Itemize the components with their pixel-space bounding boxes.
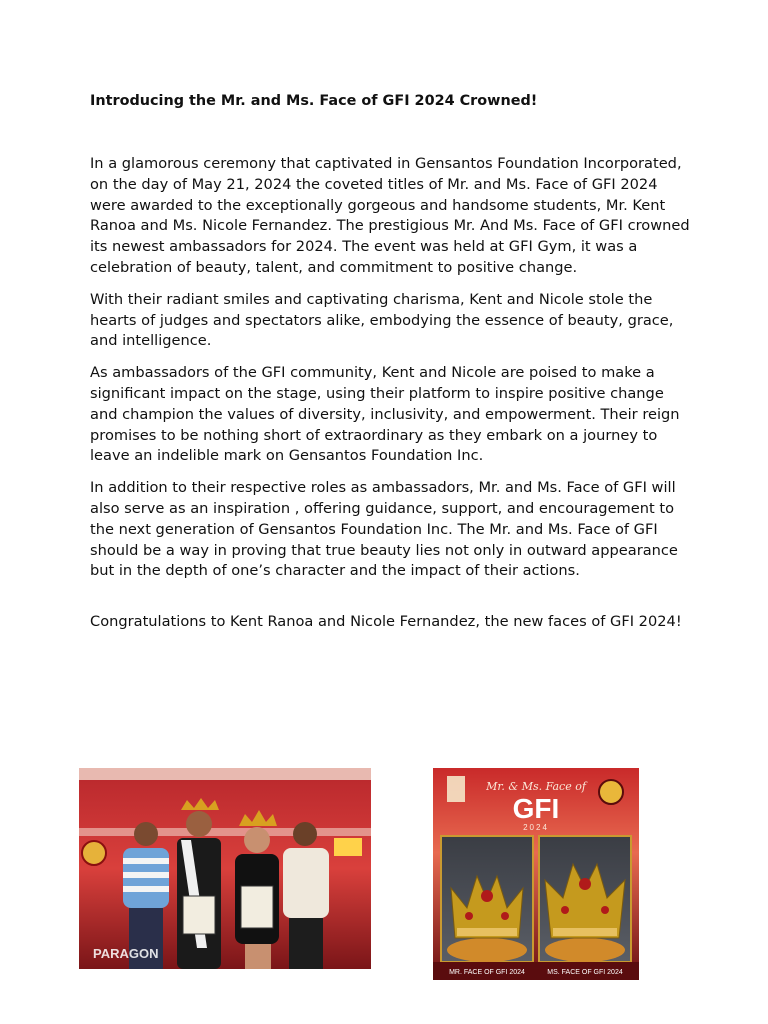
- gfi-logo-icon: [447, 776, 465, 802]
- ceremony-photo: [79, 768, 371, 969]
- paragraph-charisma: With their radiant smiles and captivating charisma, Kent and Nicole stole the hearts of judges and spectators alike, embodying the essence of beauty, grace, and intelligence.: [90, 290, 674, 350]
- seal-icon: [599, 780, 623, 804]
- paragraph-intro: In a glamorous ceremony that captivated in Gensantos Foundation Incorporated, on the day of May 21, 2024 the coveted titles of Mr. and Ms. Face of GFI 2024 were awarded to the exceptionally gorgeous and handsome students, Mr. Kent Ranoa and Ms. Nicole Fernandez. The prestigious Mr. And Ms. Face of GFI crowned its newest ambassadors for 2024. The event was held at GFI Gym, it was a celebration of beauty, talent, and commitment to positive change.: [90, 155, 690, 276]
- poster-script-title: Mr. & Ms. Face of: [486, 780, 586, 793]
- paragraph-congratulations: Congratulations to Kent Ranoa and Nicole Fernandez, the new faces of GFI 2024!: [90, 613, 682, 631]
- caption-ms: MS. FACE OF GFI 2024: [547, 969, 623, 976]
- poster-big-title: GFI: [512, 793, 560, 824]
- crowns-poster: [433, 768, 639, 980]
- poster-year: 2024: [523, 823, 549, 832]
- article-body: [90, 154, 690, 644]
- article-title: Introducing the Mr. and Ms. Face of GFI 2024 Crowned!: [90, 93, 538, 109]
- paragraph-inspiration: In addition to their respective roles as ambassadors, Mr. and Ms. Face of GFI will also serve as an inspiration , offering guidance, support, and encouragement to the next generation of Gensantos Foundation Inc. The Mr. and Ms. Face of GFI should be a way in proving that true beauty lies not only in outward appearance but in the depth of one’s character and the impact of their actions.: [90, 479, 678, 580]
- paragraph-ambassadors: As ambassadors of the GFI community, Kent and Nicole are poised to make a significant impact on the stage, using their platform to inspire positive change and champion the values of diversity, inclusivity, and empowerment. Their reign promises to be nothing short of extraordinary as they embark on a journey to leave an indelible mark on Gensantos Foundation Inc.: [90, 364, 680, 465]
- caption-mr: MR. FACE OF GFI 2024: [449, 969, 525, 976]
- paragon-watermark: PARAGON: [93, 946, 159, 961]
